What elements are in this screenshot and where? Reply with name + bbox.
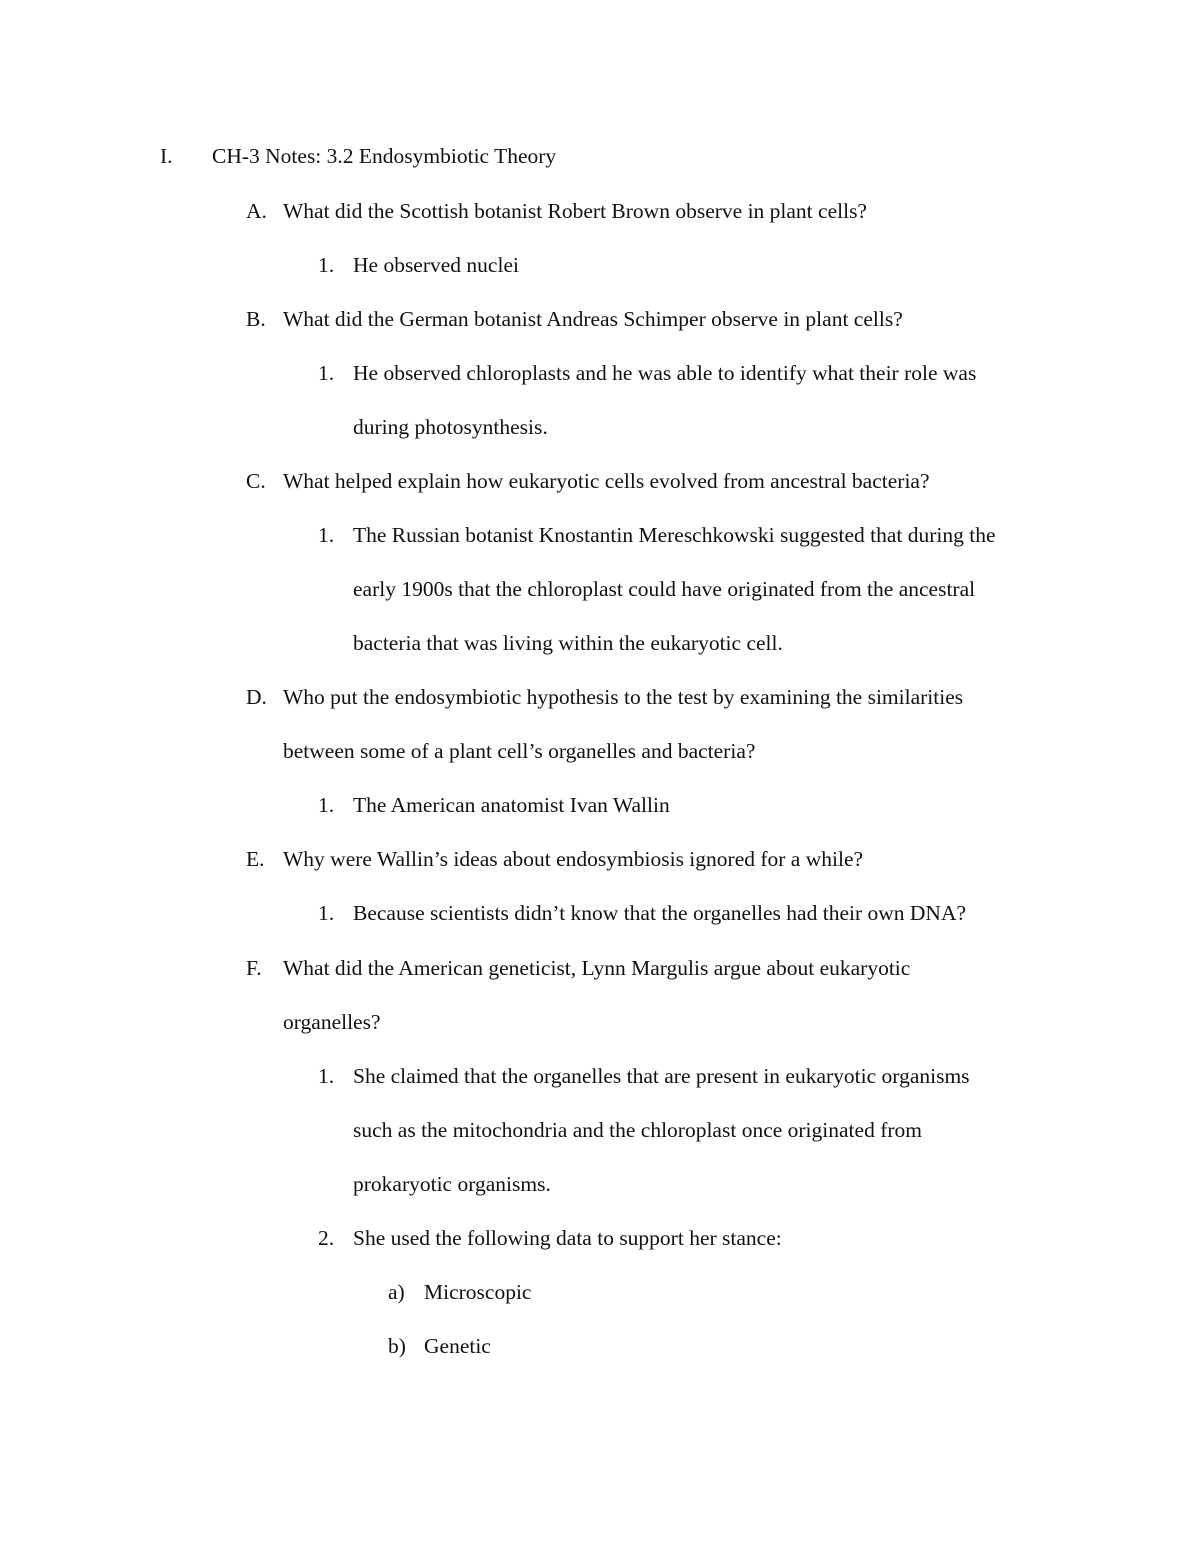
answer-f-2-line-1: She used the following data to support her stance: bbox=[353, 1226, 782, 1250]
question-b-line-1: What did the German botanist Andreas Schimper observe in plant cells? bbox=[283, 307, 903, 331]
section-marker-c: C. bbox=[246, 469, 266, 493]
answer-f-1-line-2: such as the mitochondria and the chloroplast once originated from bbox=[353, 1118, 922, 1142]
answer-f-1-marker: 1. bbox=[318, 1064, 335, 1088]
answer-c-1-line-2: early 1900s that the chloroplast could have originated from the ancestral bbox=[353, 577, 976, 601]
section-marker-b: B. bbox=[246, 307, 266, 331]
question-f-line-1: What did the American geneticist, Lynn Margulis argue about eukaryotic bbox=[283, 956, 911, 980]
section-marker-d: D. bbox=[246, 685, 267, 709]
question-d-line-2: between some of a plant cell’s organelles and bacteria? bbox=[283, 739, 756, 763]
answer-b-1-marker: 1. bbox=[318, 361, 335, 385]
subitem-b-marker: b) bbox=[388, 1334, 406, 1358]
answer-f-2-marker: 2. bbox=[318, 1226, 335, 1250]
answer-b-1-line-1: He observed chloroplasts and he was able to identify what their role was bbox=[353, 361, 977, 385]
answer-f-1-line-1: She claimed that the organelles that are present in eukaryotic organisms bbox=[353, 1064, 970, 1088]
answer-c-1-line-3: bacteria that was living within the eukaryotic cell. bbox=[353, 631, 783, 655]
answer-d-1-marker: 1. bbox=[318, 793, 335, 817]
question-c-line-1: What helped explain how eukaryotic cells evolved from ancestral bacteria? bbox=[283, 469, 930, 493]
subitem-a-text: Microscopic bbox=[424, 1280, 532, 1304]
page-title: CH-3 Notes: 3.2 Endosymbiotic Theory bbox=[212, 144, 557, 168]
answer-e-1-line-1: Because scientists didn’t know that the organelles had their own DNA? bbox=[353, 901, 967, 925]
question-e-line-1: Why were Wallin’s ideas about endosymbiosis ignored for a while? bbox=[283, 847, 864, 871]
section-marker-e: E. bbox=[246, 847, 265, 871]
answer-b-1-line-2: during photosynthesis. bbox=[353, 415, 548, 439]
subitem-a-marker: a) bbox=[388, 1280, 405, 1304]
answer-d-1-line-1: The American anatomist Ivan Wallin bbox=[353, 793, 670, 817]
answer-a-1-marker: 1. bbox=[318, 253, 335, 277]
heading-marker: I. bbox=[160, 144, 173, 168]
question-d-line-1: Who put the endosymbiotic hypothesis to the test by examining the similarities bbox=[283, 685, 964, 709]
question-a-line-1: What did the Scottish botanist Robert Brown observe in plant cells? bbox=[283, 199, 867, 223]
answer-c-1-marker: 1. bbox=[318, 523, 335, 547]
section-marker-f: F. bbox=[246, 956, 262, 980]
question-f-line-2: organelles? bbox=[283, 1010, 381, 1034]
section-marker-a: A. bbox=[246, 199, 267, 223]
subitem-b-text: Genetic bbox=[424, 1334, 491, 1358]
answer-a-1-line-1: He observed nuclei bbox=[353, 253, 519, 277]
answer-c-1-line-1: The Russian botanist Knostantin Mereschkowski suggested that during the bbox=[353, 523, 996, 547]
answer-e-1-marker: 1. bbox=[318, 901, 335, 925]
answer-f-1-line-3: prokaryotic organisms. bbox=[353, 1172, 551, 1196]
